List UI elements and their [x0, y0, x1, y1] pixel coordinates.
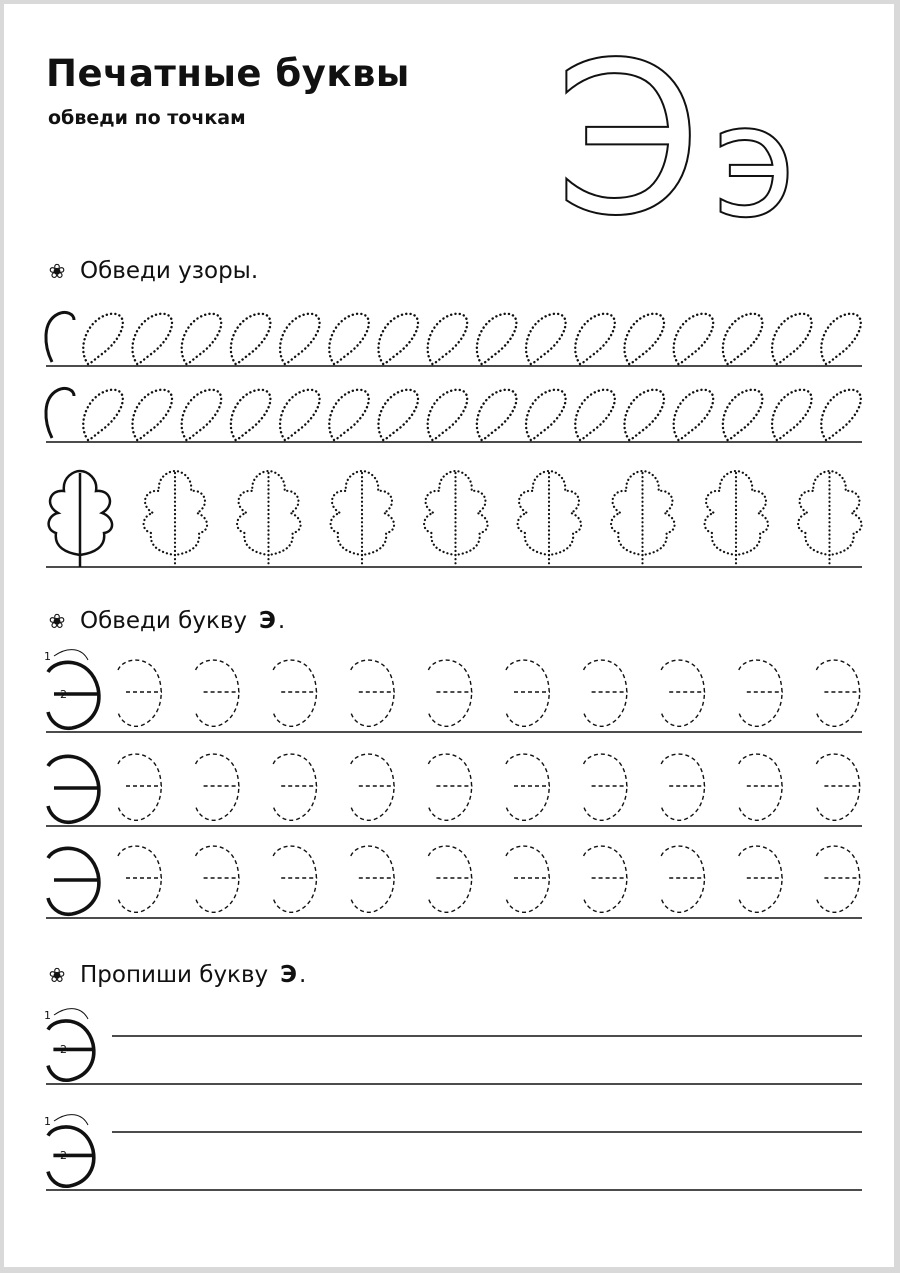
dotted-loop-pattern — [83, 314, 123, 364]
dashed-letter-e — [584, 754, 627, 820]
dotted-loop-pattern — [477, 314, 517, 364]
page-title: Печатные буквы — [46, 52, 410, 95]
dashed-letter-e — [118, 754, 161, 820]
dashed-letter-e — [196, 846, 239, 912]
dotted-loop-pattern — [575, 314, 615, 364]
dashed-letter-e — [196, 660, 239, 726]
dashed-letter-e — [118, 660, 161, 726]
dashed-letter-e — [428, 754, 471, 820]
stroke-hint-2: 2 — [60, 688, 67, 701]
dotted-loop-pattern — [378, 390, 418, 440]
dashed-letter-e — [816, 846, 859, 912]
stroke-hint-2: 2 — [60, 1149, 67, 1162]
flower-icon: ❀ — [48, 963, 66, 987]
dotted-loop-pattern — [329, 390, 369, 440]
section-letter: Э — [280, 962, 298, 988]
section-text: Обведи узоры. — [80, 258, 259, 284]
flower-icon: ❀ — [48, 259, 66, 283]
dotted-loop-pattern — [674, 314, 714, 364]
dashed-letter-e — [739, 660, 782, 726]
dotted-loop-pattern — [821, 314, 861, 364]
dashed-letter-e — [506, 846, 549, 912]
dotted-loop-pattern — [526, 390, 566, 440]
dotted-loop-pattern — [624, 390, 664, 440]
dashed-letter-e — [661, 754, 704, 820]
stroke-hint-1: 1 — [44, 1115, 51, 1128]
dotted-loop-pattern — [280, 314, 320, 364]
stroke-hint-1: 1 — [44, 650, 51, 663]
arrow-icon — [54, 1115, 88, 1125]
dotted-loop-pattern — [428, 390, 468, 440]
solid-pattern-start — [46, 312, 74, 362]
dotted-loop-pattern — [132, 314, 172, 364]
dashed-letter-e — [273, 846, 316, 912]
dotted-loop-pattern — [723, 390, 763, 440]
dotted-loop-pattern — [132, 390, 172, 440]
dotted-loop-pattern — [182, 314, 222, 364]
dashed-letter-e — [351, 660, 394, 726]
dashed-letter-e — [739, 846, 782, 912]
dashed-letter-e — [584, 660, 627, 726]
section-trace-letter-heading: ❀ Обведи букву Э . — [46, 608, 285, 634]
dashed-letter-e — [428, 846, 471, 912]
solid-pattern-start — [46, 388, 74, 438]
dotted-loop-pattern — [674, 390, 714, 440]
dashed-letter-e — [661, 846, 704, 912]
dashed-letter-e — [584, 846, 627, 912]
dashed-letter-e — [506, 754, 549, 820]
section-text: Обведи букву — [80, 608, 248, 634]
dotted-loop-pattern — [329, 314, 369, 364]
dashed-letter-e — [273, 660, 316, 726]
dotted-loop-pattern — [624, 314, 664, 364]
stroke-hint-2: 2 — [60, 1043, 67, 1056]
flower-icon: ❀ — [48, 609, 66, 633]
arrow-icon — [54, 1009, 88, 1019]
arrow-icon — [54, 650, 88, 660]
dotted-loop-pattern — [428, 314, 468, 364]
dotted-loop-pattern — [772, 314, 812, 364]
section-text: Пропиши букву — [80, 962, 269, 988]
dotted-loop-pattern — [821, 390, 861, 440]
dashed-letter-e — [506, 660, 549, 726]
dotted-loop-pattern — [575, 390, 615, 440]
dashed-letter-e — [816, 660, 859, 726]
stroke-hint-1: 1 — [44, 1009, 51, 1022]
dashed-letter-e — [351, 846, 394, 912]
section-write-letter-heading: ❀ Пропиши букву Э . — [46, 962, 306, 988]
dashed-letter-e — [273, 754, 316, 820]
big-lowercase-letter: э — [712, 71, 798, 252]
dotted-loop-pattern — [723, 314, 763, 364]
dotted-loop-pattern — [83, 390, 123, 440]
dashed-letter-e — [196, 754, 239, 820]
dotted-loop-pattern — [231, 314, 271, 364]
dashed-letter-e — [739, 754, 782, 820]
dotted-loop-pattern — [280, 390, 320, 440]
dashed-letter-e — [661, 660, 704, 726]
dotted-loop-pattern — [526, 314, 566, 364]
big-uppercase-letter: Э — [555, 17, 702, 262]
dashed-letter-e — [428, 660, 471, 726]
page-subtitle: обведи по точкам — [48, 107, 246, 129]
dotted-loop-pattern — [231, 390, 271, 440]
dashed-letter-e — [118, 846, 161, 912]
dotted-loop-pattern — [772, 390, 812, 440]
section-letter: Э — [259, 608, 276, 634]
dotted-loop-pattern — [378, 314, 418, 364]
dotted-loop-pattern — [477, 390, 517, 440]
dashed-letter-e — [351, 754, 394, 820]
dotted-loop-pattern — [182, 390, 222, 440]
dashed-letter-e — [816, 754, 859, 820]
